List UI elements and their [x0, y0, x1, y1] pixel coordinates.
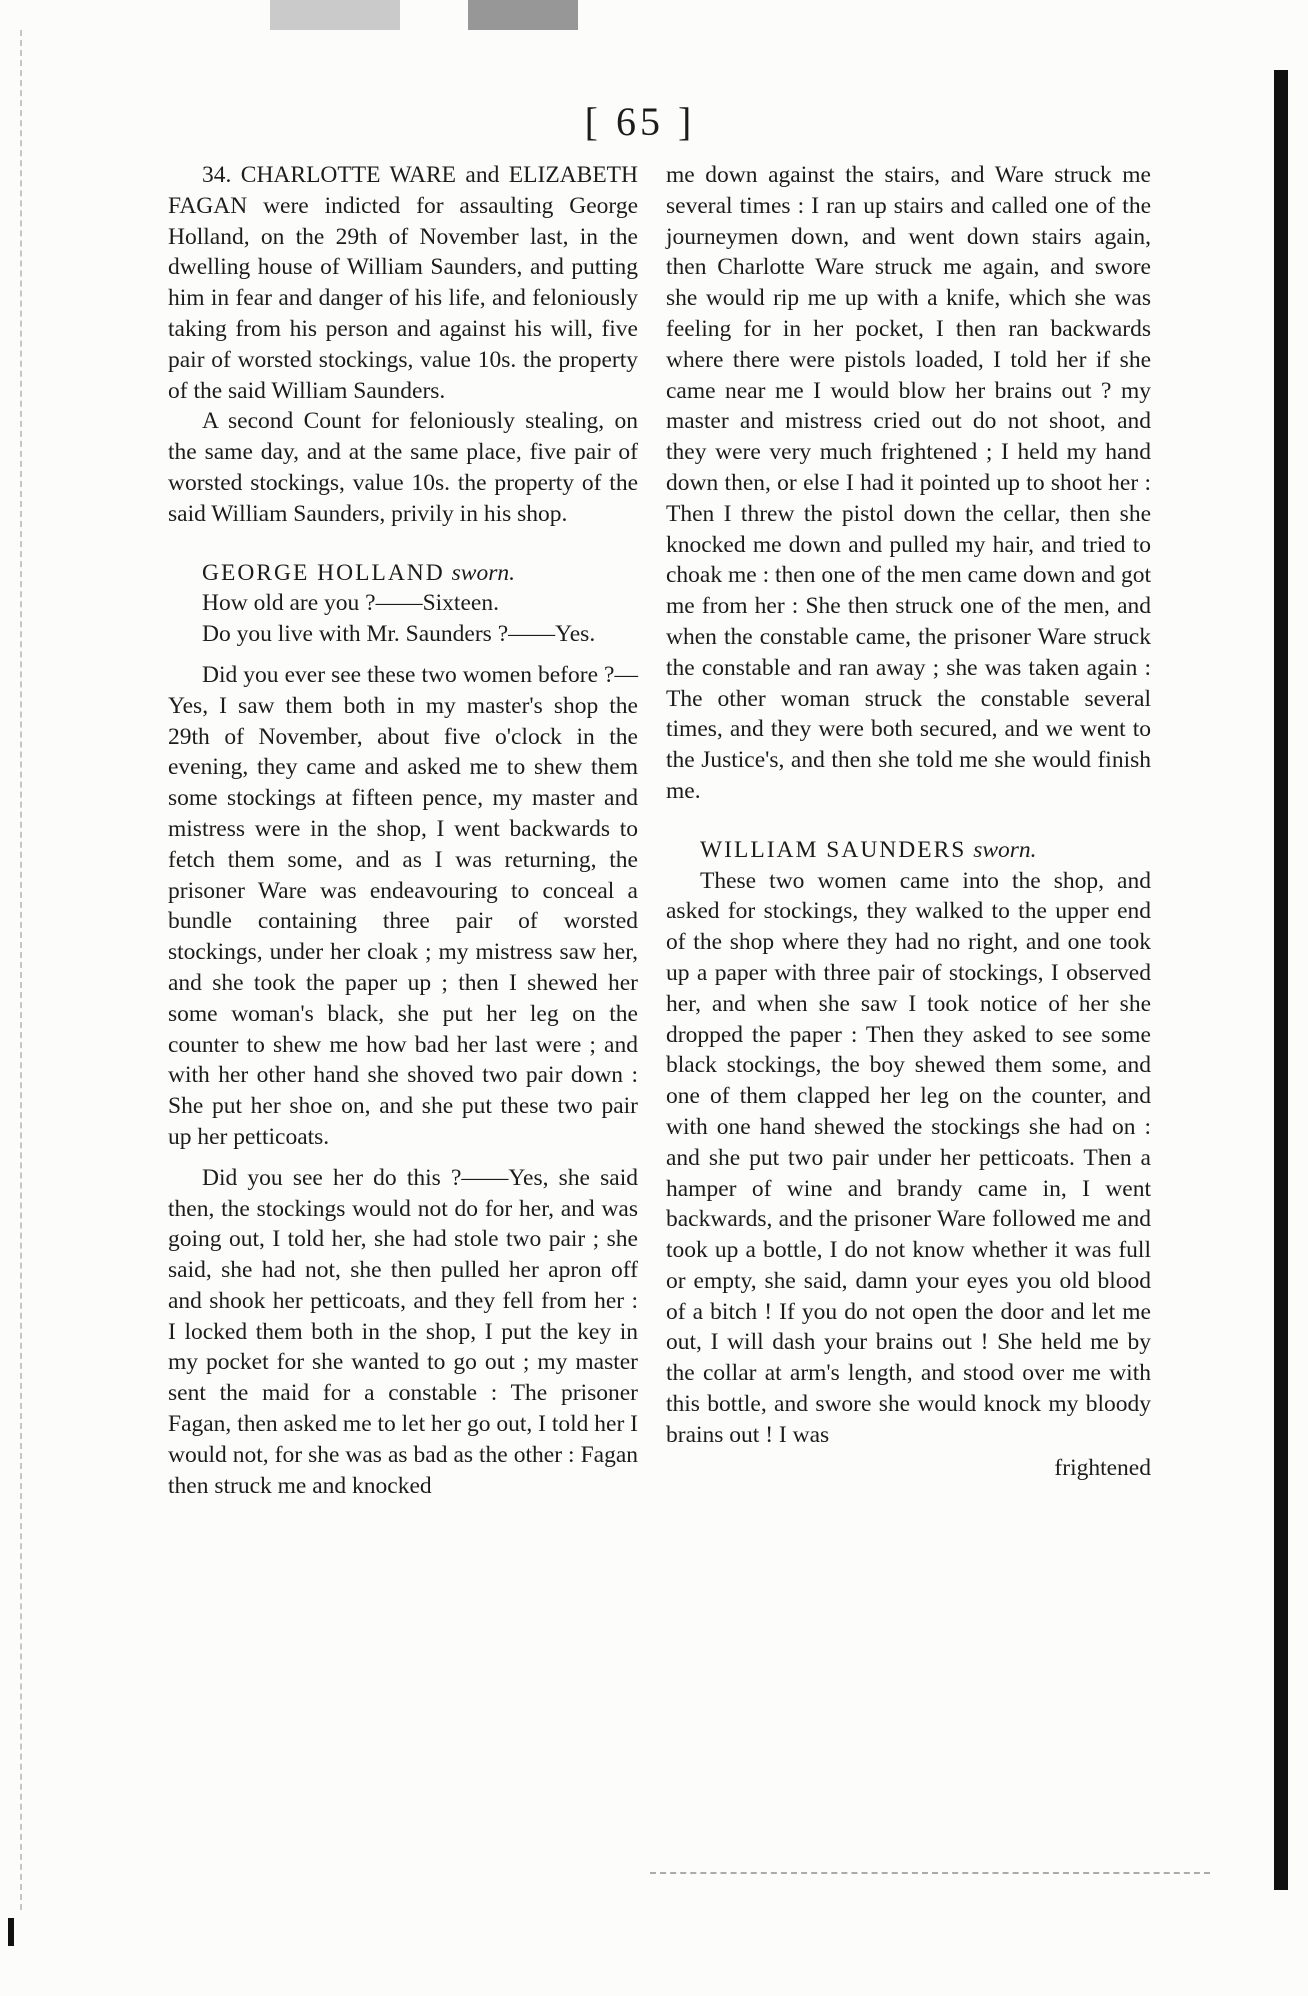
testimony-paragraph: These two women came into the shop, and asked for stockings, they walked to the upper end of the shop where they had no right, and one took up a paper with three pair of stockings, I observed her, and when she saw I took notice of her she dropped the paper : Then they asked to see some black stockings, the boy shewed them some, and one of them clapped her leg on the counter, and with one hand shewed the stockings she had on : and she put two pair under her petticoats. Then a hamper of wine and brandy came in, I went backwards, and the prisoner Ware followed me and took up a bottle, I do not know whether it was full or empty, she said, damn your eyes you old blood of a bitch ! If you do not open the door and let me out, I will dash your brains out ! She held me by the collar at arm's length, and stood over me with this bottle, and swore she would knock my bloody brains out ! I was: [666, 867, 1151, 1448]
sworn-label: sworn.: [973, 836, 1037, 863]
page-number: [ 65 ]: [584, 99, 696, 144]
scan-smudge: [468, 0, 578, 30]
witness-heading: [168, 558, 638, 589]
question-age: How old are you ?——Sixteen.: [202, 590, 499, 617]
left-column: [168, 160, 638, 1501]
scan-smudge: [270, 0, 400, 30]
question-residence: Do you live with Mr. Saunders ?——Yes.: [202, 621, 596, 648]
testimony-paragraph: me down against the stairs, and Ware struck me several times : I ran up stairs and called one of the journeymen down, and went down stairs again, then Charlotte Ware struck me again, and swore she would rip me up with a knife, which she was feeling for in her pocket, I then ran backwards where there were pistols loaded, I told her if she came near me I would blow her brains out ? my master and mistress cried out do not shoot, and they were very much frightened ; I held my hand down then, or else I had it pointed up to shoot her : Then I threw the pistol down the cellar, then she knocked me down and pulled my hair, and tried to choak me : then one of the men came down and got me from her : She then struck one of the men, and when the constable came, the prisoner Ware struck the constable and ran away ; she was taken again : The other woman struck the constable several times, and they were both secured, and we went to the Justice's, and then she told me she would finish me.: [666, 162, 1151, 804]
second-count-paragraph: A second Count for feloniously stealing, on the same day, and at the same place, five pair of worsted stockings, value 10s. the property of the said William Saunders, privily in his shop.: [168, 408, 638, 527]
scan-mark: [8, 1918, 14, 1946]
right-column: [666, 160, 1151, 1483]
testimony-paragraph: Did you ever see these two women before ?—Yes, I saw them both in my master's shop the 29th of November, about five o'clock in the evening, they came and asked me to shew them some stockings at fifteen pence, my master and mistress were in the shop, I went backwards to fetch them some, and as I was returning, the prisoner Ware was endeavouring to conceal a bundle containing three pair of worsted stockings, under her cloak ; my mistress saw her, and she took the paper up ; then I shewed her some woman's black, she put her leg on the counter to shew me how bad her last were ; and with her other hand she shoved two pair down : She put her shoe on, and she put these two pair up her petticoats.: [168, 661, 638, 1150]
scan-right-edge: [1274, 70, 1288, 1890]
indictment-paragraph: 34. CHARLOTTE WARE and ELIZABETH FAGAN were indicted for assaulting George Holland, on the 29th of November last, in the dwelling house of William Saunders, and putting him in fear and danger of his life, and feloniously taking from his person and against his will, five pair of worsted stockings, value 10s. the property of the said William Saunders.: [168, 162, 638, 404]
witness-name: WILLIAM SAUNDERS: [700, 836, 967, 863]
footer-rule: [650, 1872, 1210, 1874]
scan-left-edge: [20, 30, 26, 1910]
sworn-label: sworn.: [451, 559, 515, 586]
witness-heading: [666, 835, 1151, 866]
testimony-paragraph: Did you see her do this ?——Yes, she said then, the stockings would not do for her, and was going out, I told her, she had stole two pair ; she said, she had not, she then pulled her apron off and shook her petticoats, and they fell from her : I locked them both in the shop, I put the key in my pocket for she wanted to go out ; my master sent the maid for a constable : The prisoner Fagan, then asked me to let her go out, I told her I would not, for she was as bad as the other : Fagan then struck me and knocked: [168, 1164, 638, 1499]
catchword: frightened: [1054, 1454, 1151, 1481]
witness-name: GEORGE HOLLAND: [202, 559, 445, 586]
